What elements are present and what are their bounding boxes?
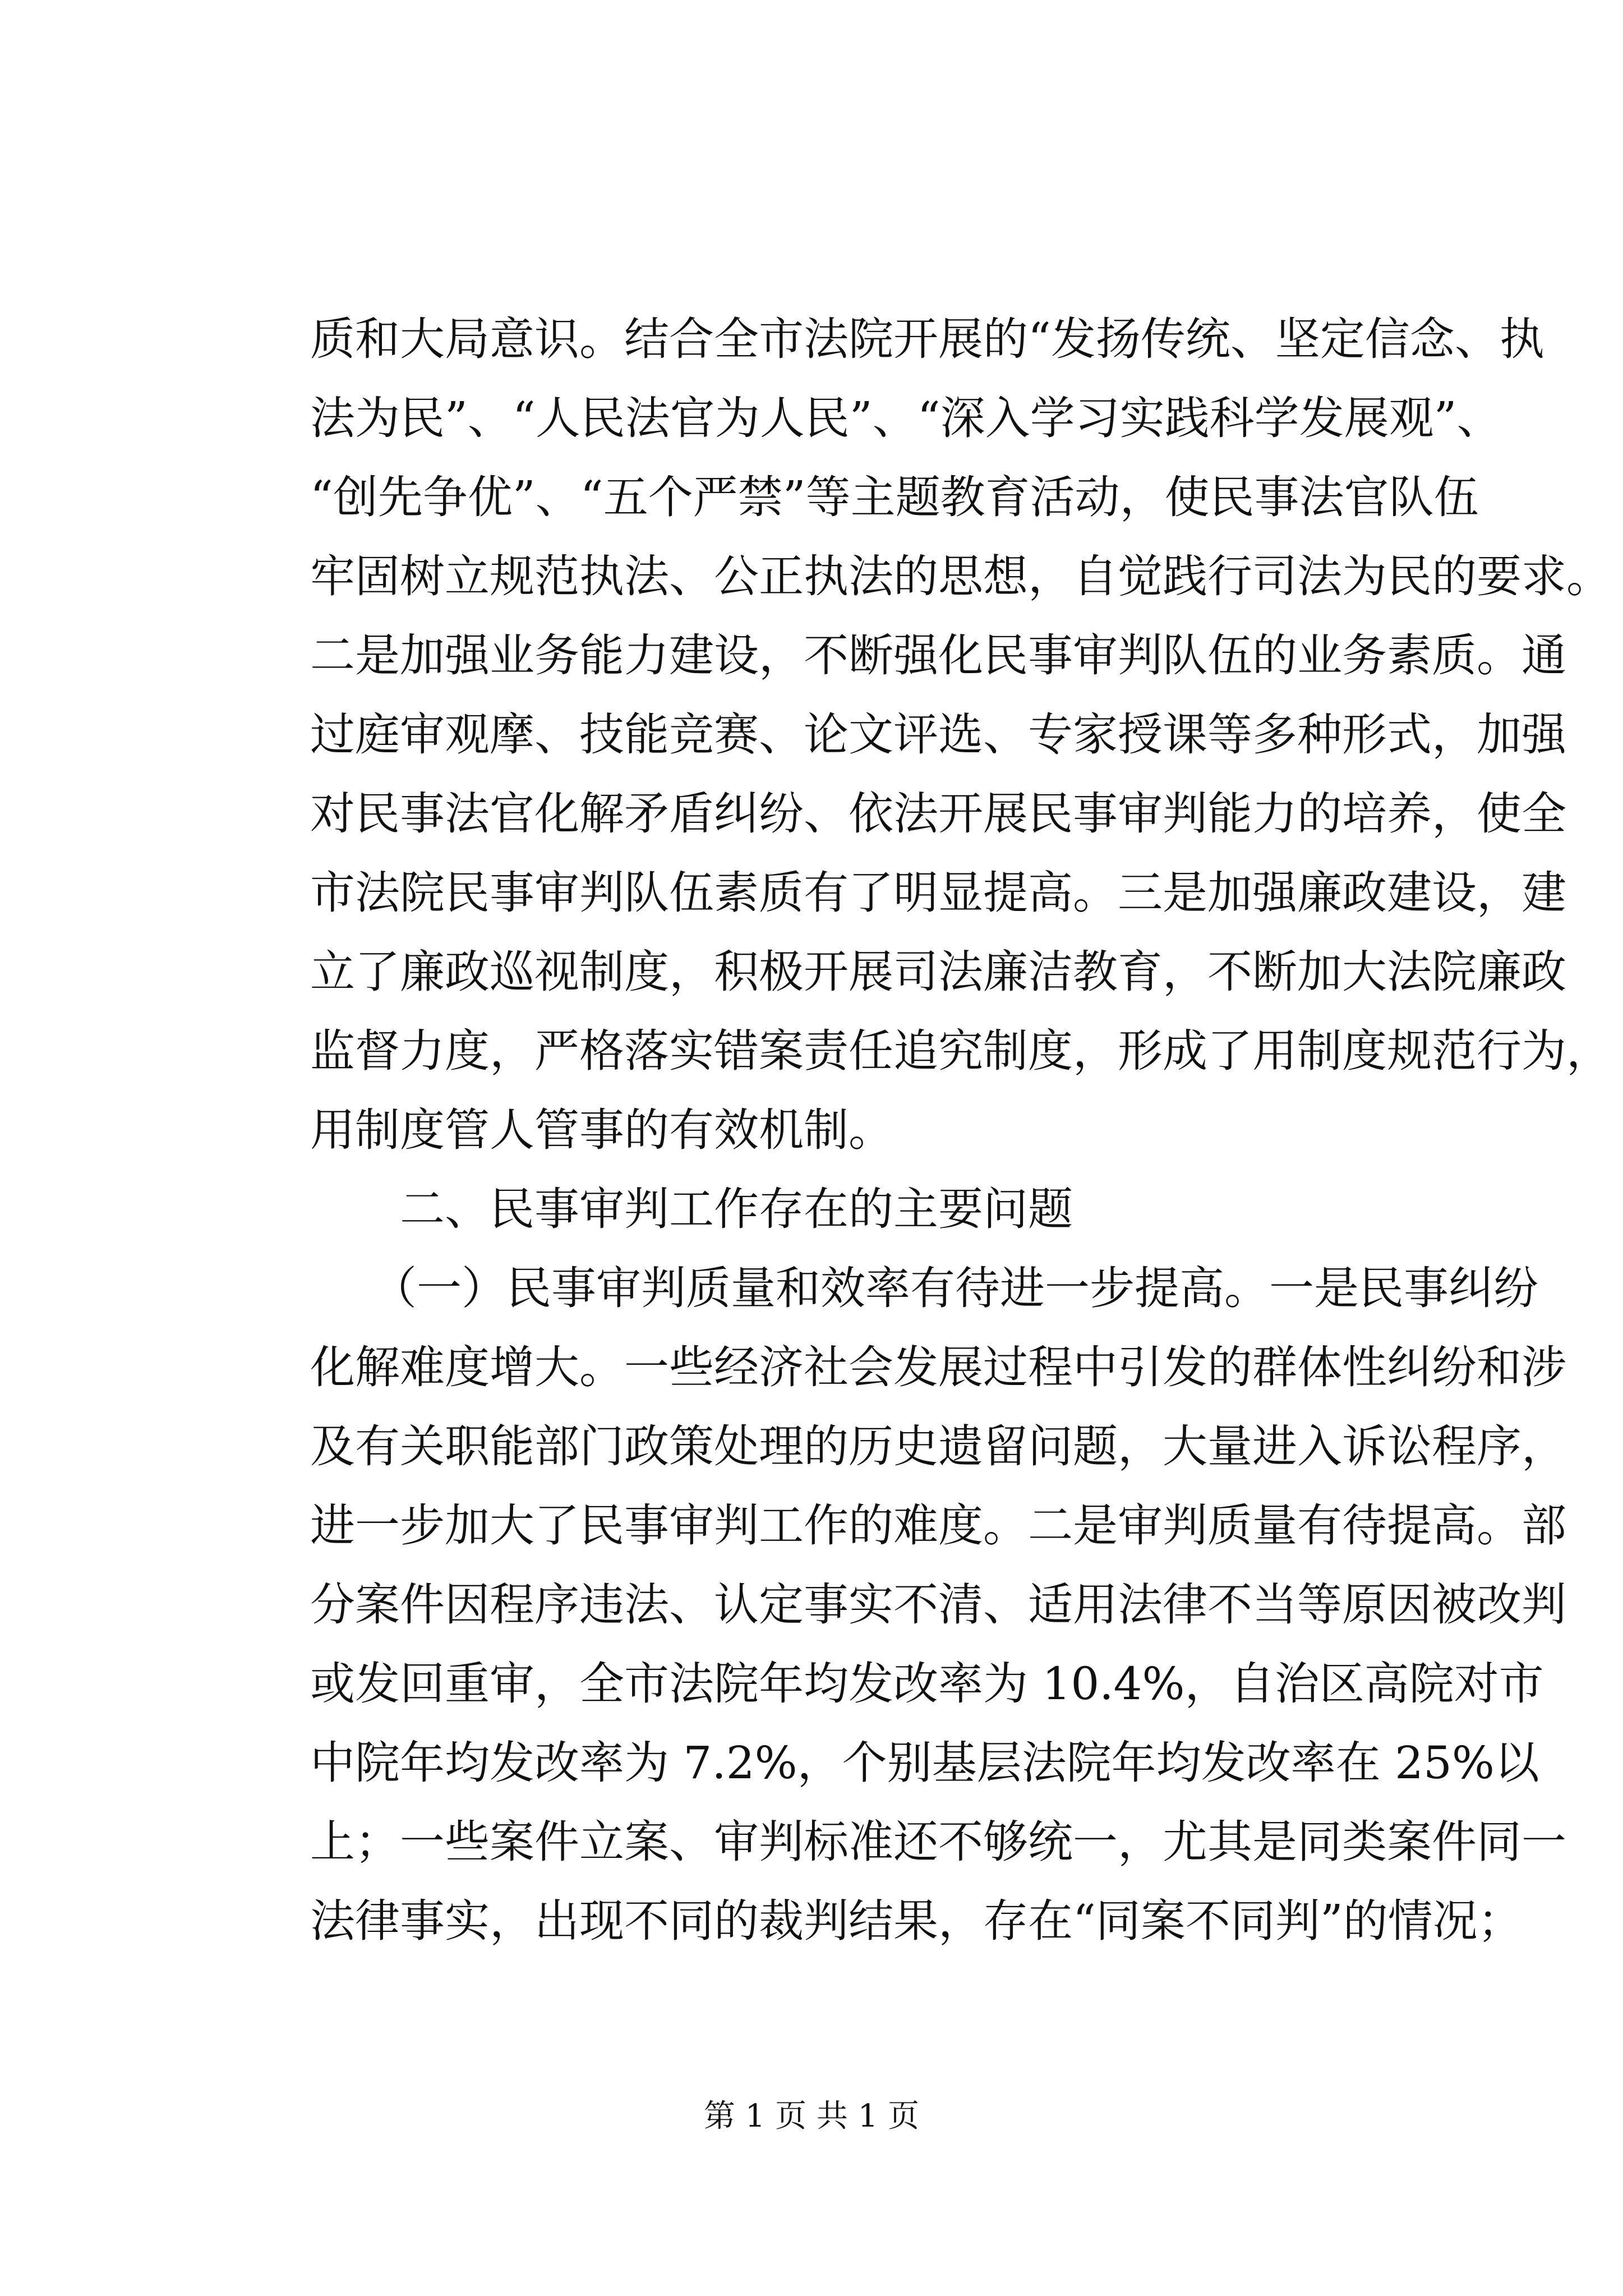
text-line: 牢固树立规范执法、公正执法的思想，自觉践行司法为民的要求。: [310, 550, 1611, 602]
text-line: 对民事法官化解矛盾纠纷、依法开展民事审判能力的培养，使全: [310, 788, 1566, 840]
section-heading: 二、民事审判工作存在的主要问题: [400, 1183, 1073, 1235]
text-line: 上；一些案件立案、审判标准还不够统一，尤其是同类案件同一: [310, 1816, 1566, 1868]
text-line: 二是加强业务能力建设，不断强化民事审判队伍的业务素质。通: [310, 629, 1566, 682]
text-line: 法为民”、“人民法官为人民”、“深入学习实践科学发展观”、: [310, 392, 1502, 444]
text-line: 法律事实，出现不同的裁判结果，存在“同案不同判”的情况；: [310, 1895, 1523, 1947]
text-line: 用制度管人管事的有效机制。: [310, 1104, 893, 1156]
text-line: 分案件因程序违法、认定事实不清、适用法律不当等原因被改判: [310, 1579, 1566, 1631]
text-line: “创先争优”、“五个严禁”等主题教育活动，使民事法官队伍: [310, 471, 1479, 523]
text-line: 化解难度增大。一些经济社会发展过程中引发的群体性纠纷和涉: [310, 1341, 1566, 1393]
text-line: 过庭审观摩、技能竞赛、论文评选、专家授课等多种形式，加强: [310, 708, 1566, 761]
page-number: 第 1 页 共 1 页: [703, 2098, 920, 2134]
text-line: 或发回重审，全市法院年均发改率为 10.4%，自治区高院对市: [310, 1658, 1544, 1710]
text-line: 立了廉政巡视制度，积极开展司法廉洁教育，不断加大法院廉政: [310, 946, 1566, 998]
text-line: 进一步加大了民事审判工作的难度。二是审判质量有待提高。部: [310, 1499, 1566, 1552]
text-line: 及有关职能部门政策处理的历史遗留问题，大量进入诉讼程序，: [310, 1420, 1566, 1473]
text-line: 质和大局意识。结合全市法院开展的“发扬传统、坚定信念、执: [310, 313, 1544, 365]
text-line: （一）民事审判质量和效率有待进一步提高。一是民事纠纷: [372, 1262, 1538, 1314]
body-text: [310, 300, 1611, 1961]
text-line: 中院年均发改率为 7.2%，个别基层法院年均发改率在 25%以: [310, 1737, 1539, 1789]
text-line: 监督力度，严格落实错案责任追究制度，形成了用制度规范行为，: [310, 1025, 1611, 1077]
text-line: 市法院民事审判队伍素质有了明显提高。三是加强廉政建设，建: [310, 867, 1566, 919]
